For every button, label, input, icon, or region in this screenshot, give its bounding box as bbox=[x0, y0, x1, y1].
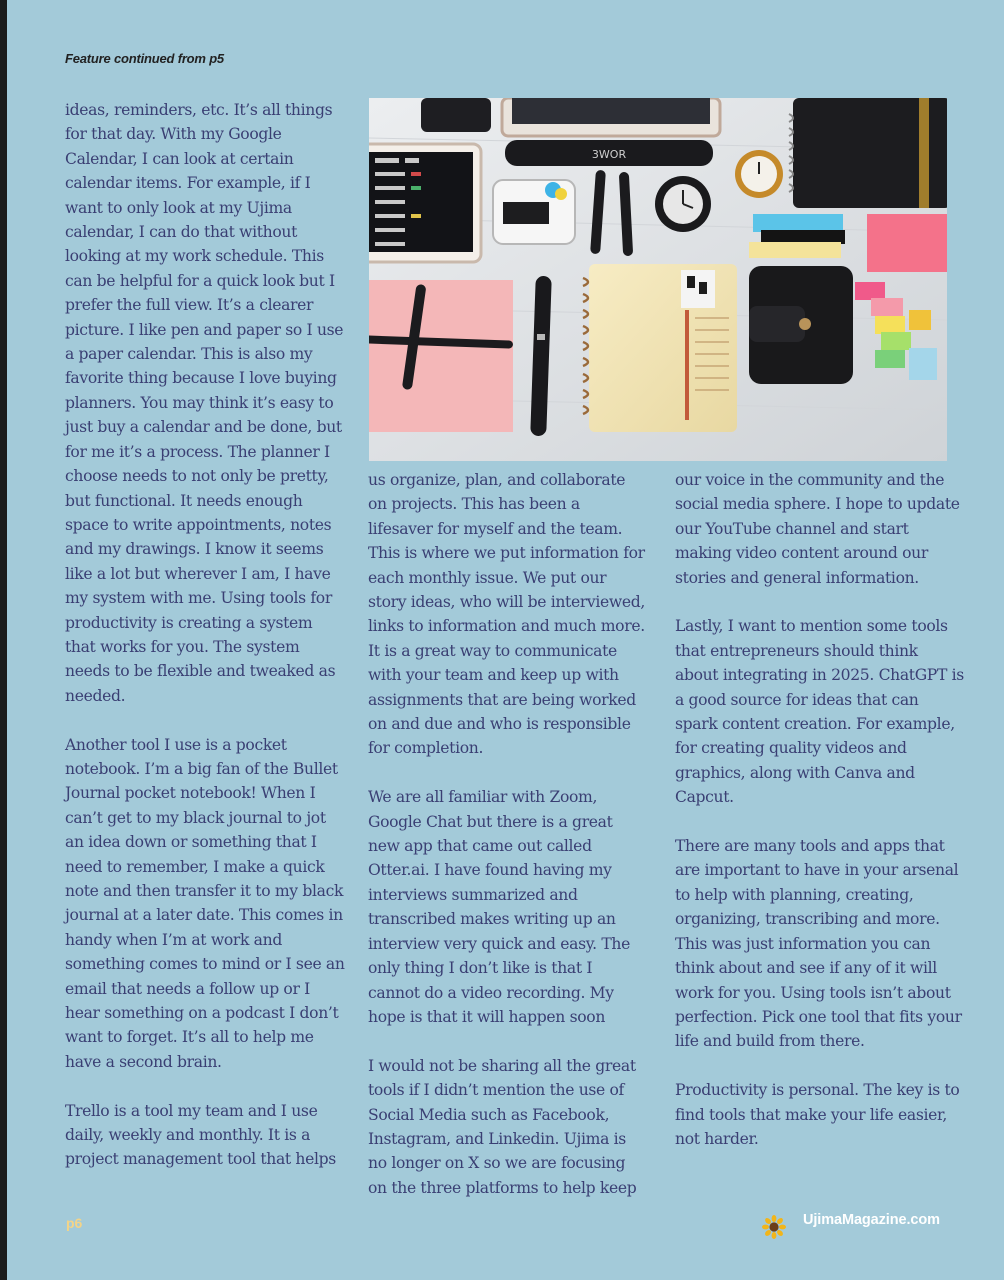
article-paragraph: Trello is a tool my team and I use daily, weekly and monthly. It is a project management tool that helps bbox=[65, 1101, 336, 1169]
article-paragraph: us organize, plan, and collaborate on projects. This has been a lifesaver for myself and the team. This is where we put information for each monthly issue. We put our story ideas, who will be interviewed, links to information and much more. It is a great way to communicate with your team and keep up with assignments that are being worked on and due and who is responsible for completion. bbox=[368, 471, 646, 758]
article-column-2 bbox=[368, 468, 648, 1200]
desk-flatlay-photo bbox=[369, 98, 947, 461]
sunflower-icon bbox=[762, 1215, 786, 1239]
article-paragraph: I would not be sharing all the great tools if I didn’t mention the use of Social Media such as Facebook, Instagram, and Linkedin. Ujima is no longer on X so we are focusing on the three platforms to help keep bbox=[368, 1056, 637, 1197]
article-paragraph: We are all familiar with Zoom, Google Chat but there is a great new app that came out called Otter.ai. I have found having my interviews summarized and transcribed makes writing up an interview very quick and easy. The only thing I don’t like is that I cannot do a video recording. My hope is that it will happen soon bbox=[368, 788, 630, 1026]
article-paragraph: Productivity is personal. The key is to find tools that make your life easier, not harder. bbox=[675, 1081, 960, 1148]
magazine-page bbox=[7, 0, 1004, 1280]
article-paragraph: Lastly, I want to mention some tools that entrepreneurs should think about integrating in 2025. ChatGPT is a good source for ideas that can spark content creation. For example, for creating quality videos and graphics, along with Canva and Capcut. bbox=[675, 617, 964, 807]
article-paragraph: ideas, reminders, etc. It’s all things for that day. With my Google Calendar, I can look at certain calendar items. For example, if I want to only look at my Ujima calendar, I can do that without looking at my work schedule. This can be helpful for a quick look but I prefer the full view. It’s a clearer picture. I like pen and paper so I use a paper calendar. This is also my favorite thing because I love buying planners. You may think it’s easy to just buy a calendar and be done, but for me it’s a process. The planner I choose needs to not only be pretty, but functional. It needs enough space to write appointments, notes and my drawings. I know it seems like a lot but wherever I am, I have my system with me. Using tools for productivity is creating a system that works for you. The system needs to be flexible and tweaked as needed. bbox=[65, 101, 344, 705]
article-paragraph: There are many tools and apps that are important to have in your arsenal to help with planning, creating, organizing, transcribing and more. This was just information you can think about and see if any of it will work for you. Using tools isn’t about perfection. Pick one tool that fits your life and build from there. bbox=[675, 837, 962, 1051]
continued-from-label: Feature continued from p5 bbox=[65, 51, 224, 66]
photo-illustration bbox=[369, 98, 947, 461]
website-url[interactable]: UjimaMagazine.com bbox=[803, 1212, 940, 1228]
device-label: 3WOR bbox=[591, 148, 627, 161]
article-paragraph: Another tool I use is a pocket notebook. I’m a big fan of the Bullet Journal pocket notebook! When I can’t get to my black journal to jot an idea down or something that I need to remember, I make a quick note and then transfer it to my black journal at a later date. This comes in handy when I’m at work and something comes to mind or I see an email that needs a follow up or I hear something on a podcast I don’t want to forget. It’s all to help me have a second brain. bbox=[65, 735, 345, 1071]
page-number: p6 bbox=[66, 1215, 83, 1231]
article-column-1 bbox=[65, 98, 347, 1172]
article-paragraph: our voice in the community and the social media sphere. I hope to update our YouTube channel and start making video content around our stories and general information. bbox=[675, 471, 960, 587]
article-column-3 bbox=[675, 468, 965, 1151]
